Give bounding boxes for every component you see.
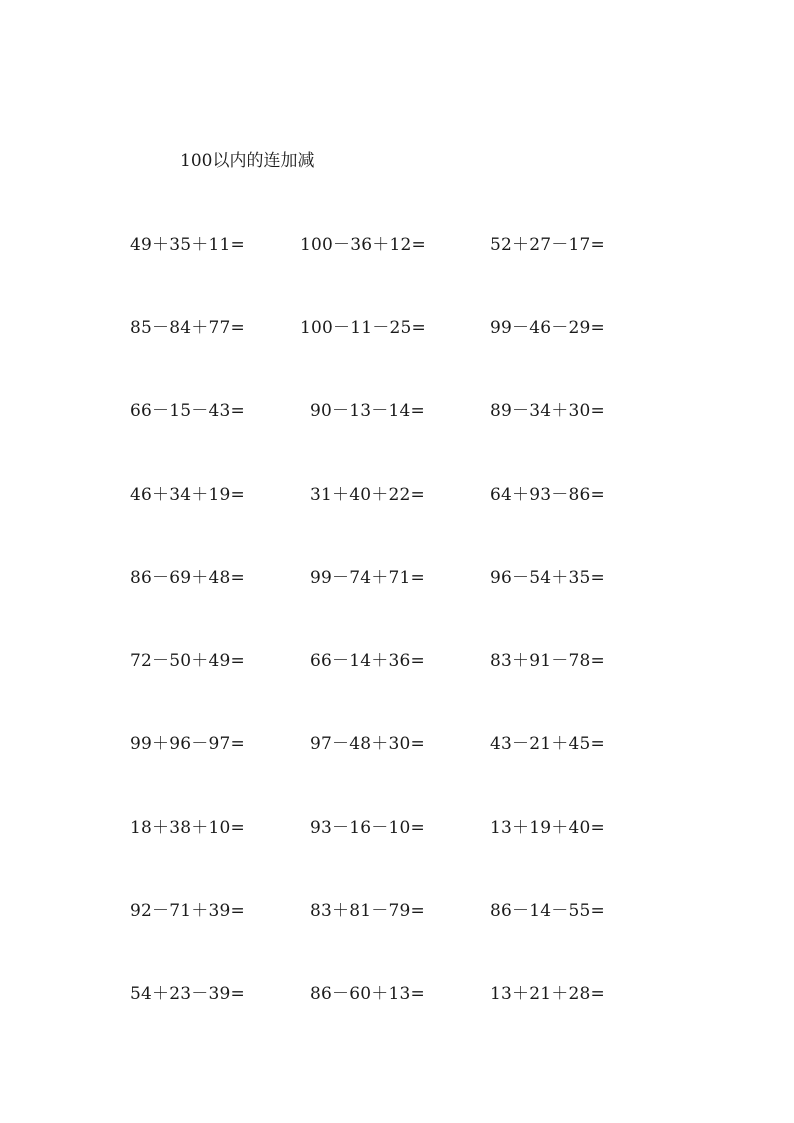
problem-item: 85－84＋77= <box>130 318 245 338</box>
problem-item: 52＋27－17= <box>490 235 605 255</box>
problem-item: 93－16－10= <box>310 818 425 838</box>
problem-item: 72－50＋49= <box>130 651 245 671</box>
problem-row <box>0 813 794 843</box>
problem-item: 100－36＋12= <box>300 235 426 255</box>
problem-item: 13＋19＋40= <box>490 818 605 838</box>
problem-item: 18＋38＋10= <box>130 818 245 838</box>
problem-item: 66－14＋36= <box>310 651 425 671</box>
problem-row <box>0 313 794 343</box>
problem-row <box>0 563 794 593</box>
problem-item: 99－46－29= <box>490 318 605 338</box>
problem-item: 83＋91－78= <box>490 651 605 671</box>
problem-item: 46＋34＋19= <box>130 485 245 505</box>
problem-row <box>0 729 794 759</box>
problem-item: 86－14－55= <box>490 901 605 921</box>
problem-item: 86－60＋13= <box>310 984 425 1004</box>
problem-item: 99－74＋71= <box>310 568 425 588</box>
problem-item: 31＋40＋22= <box>310 485 425 505</box>
problem-row <box>0 646 794 676</box>
problem-item: 13＋21＋28= <box>490 984 605 1004</box>
problem-row <box>0 480 794 510</box>
problem-item: 99＋96－97= <box>130 734 245 754</box>
problem-item: 86－69＋48= <box>130 568 245 588</box>
problem-item: 96－54＋35= <box>490 568 605 588</box>
problem-item: 54＋23－39= <box>130 984 245 1004</box>
problem-row <box>0 396 794 426</box>
problem-item: 43－21＋45= <box>490 734 605 754</box>
problem-item: 100－11－25= <box>300 318 426 338</box>
problem-item: 49＋35＋11= <box>130 235 245 255</box>
problem-item: 64＋93－86= <box>490 485 605 505</box>
problem-item: 89－34＋30= <box>490 401 605 421</box>
problem-row <box>0 230 794 260</box>
problem-item: 97－48＋30= <box>310 734 425 754</box>
worksheet-title: 100以内的连加减 <box>180 151 315 171</box>
problem-item: 83＋81－79= <box>310 901 425 921</box>
problem-item: 66－15－43= <box>130 401 245 421</box>
problem-item: 92－71＋39= <box>130 901 245 921</box>
problem-row <box>0 979 794 1009</box>
problem-row <box>0 896 794 926</box>
problem-item: 90－13－14= <box>310 401 425 421</box>
